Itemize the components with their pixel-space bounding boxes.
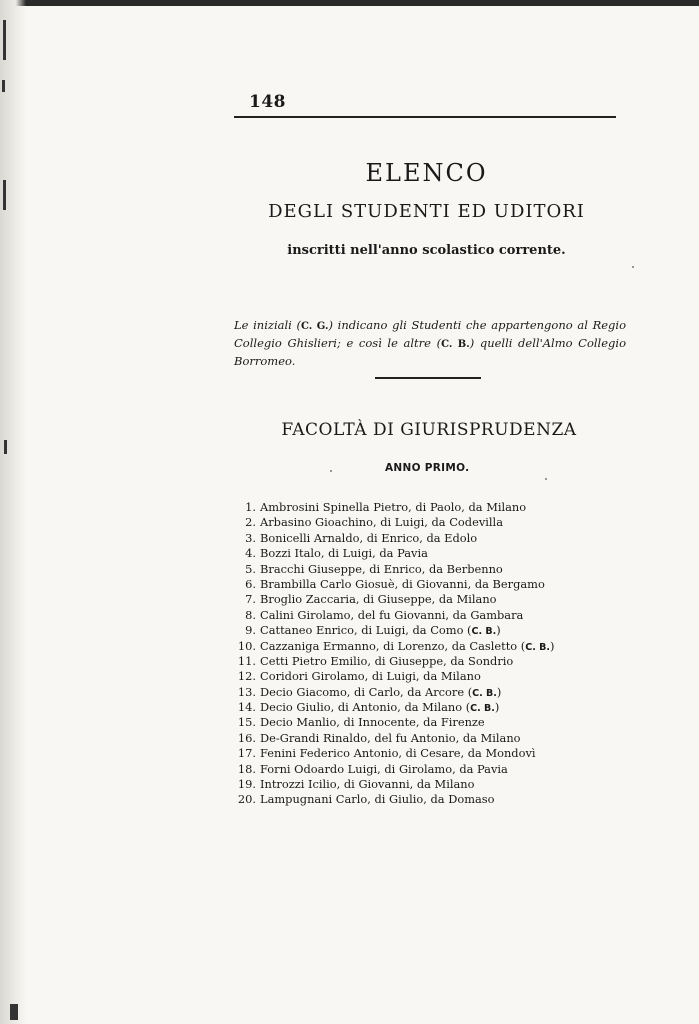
entry-text: Cattaneo Enrico, di Luigi, da Como (: [260, 623, 472, 638]
speck: [632, 266, 634, 268]
entry-close: ): [549, 638, 555, 653]
entry-number: 19.: [237, 777, 256, 792]
entry-text: Cazzaniga Ermanno, di Lorenzo, da Casletto (: [260, 638, 526, 653]
entry-text: De-Grandi Rinaldo, del fu Antonio, da Milano: [260, 730, 521, 745]
student-entry: [234, 515, 634, 530]
college-abbrev: C. B.: [470, 703, 495, 715]
entry-close: ): [496, 684, 502, 699]
speck: [545, 478, 547, 480]
note-text: Le iniziali (: [234, 318, 302, 332]
section-divider: [375, 377, 481, 379]
college-abbrev: C. B.: [471, 626, 497, 638]
entry-number: 11.: [237, 653, 256, 668]
page-number: 148: [249, 92, 286, 112]
entry-text: Fenini Federico Antonio, di Cesare, da Mondovì: [260, 746, 536, 761]
entry-number: 13.: [237, 684, 256, 699]
college-abbrev: C. B.: [472, 687, 497, 699]
student-entry: [234, 546, 634, 561]
student-entry: [234, 792, 634, 807]
page-subtitle: DEGLI STUDENTI ED UDITORI: [268, 201, 585, 222]
entry-number: 1.: [245, 500, 256, 514]
entry-number: 10.: [237, 638, 256, 653]
student-entry: [234, 700, 634, 715]
entry-text: Broglio Zaccaria, di Giuseppe, da Milano: [260, 592, 497, 607]
student-list: [234, 500, 634, 808]
student-entry: [234, 669, 634, 684]
binding-shadow: [0, 0, 26, 1024]
binding-mark: [10, 1004, 18, 1020]
student-entry: [234, 731, 634, 746]
entry-text: Bracchi Giuseppe, di Enrico, da Berbenno: [260, 561, 503, 576]
header-rule: [234, 116, 616, 118]
student-entry: [234, 562, 634, 577]
entry-number: 2.: [245, 515, 256, 530]
student-entry: [234, 500, 634, 515]
entry-number: 7.: [245, 592, 256, 607]
binding-mark: [3, 20, 6, 60]
entry-text: Cetti Pietro Emilio, di Giuseppe, da Sondrio: [260, 653, 514, 668]
entry-number: 9.: [245, 623, 256, 638]
note-abbrev-cg: C. G.: [301, 321, 329, 332]
entry-number: 6.: [245, 576, 256, 591]
entry-number: 5.: [245, 561, 256, 576]
entry-text: Brambilla Carlo Giosuè, di Giovanni, da Bergamo: [260, 576, 545, 591]
speck: [330, 470, 332, 472]
entry-text: Introzzi Icilio, di Giovanni, da Milano: [260, 777, 475, 792]
student-entry: [234, 777, 634, 792]
entry-text: Bonicelli Arnaldo, di Enrico, da Edolo: [260, 530, 478, 545]
entry-text: Lampugnani Carlo, di Giulio, da Domaso: [260, 792, 495, 807]
student-entry: [234, 654, 634, 669]
student-entry: [234, 608, 634, 623]
entry-number: 8.: [245, 607, 256, 622]
entry-text: Decio Manlio, di Innocente, da Firenze: [260, 715, 485, 730]
student-entry: [234, 577, 634, 592]
entry-text: Coridori Girolamo, di Luigi, da Milano: [260, 669, 481, 684]
student-entry: [234, 531, 634, 546]
entry-text: Decio Giacomo, di Carlo, da Arcore (: [260, 684, 473, 699]
student-entry: [234, 623, 634, 638]
entry-text: Bozzi Italo, di Luigi, da Pavia: [260, 546, 428, 561]
note-abbrev-cb: C. B.: [441, 339, 470, 350]
page-title: ELENCO: [365, 159, 488, 187]
entry-number: 14.: [237, 700, 256, 715]
entry-text: Ambrosini Spinella Pietro, di Paolo, da Milano: [260, 500, 527, 514]
binding-mark: [4, 440, 7, 454]
student-entry: [234, 762, 634, 777]
student-entry: [234, 715, 634, 730]
binding-mark: [2, 80, 5, 92]
scan-edge: [0, 0, 699, 6]
section-title: FACOLTÀ DI GIURISPRUDENZA: [281, 420, 577, 440]
page-subtitle-secondary: inscritti nell'anno scolastico corrente.: [287, 243, 566, 258]
entry-text: Forni Odoardo Luigi, di Girolamo, da Pavia: [260, 761, 508, 776]
entry-number: 15.: [237, 715, 256, 730]
entry-close: ): [496, 623, 501, 638]
student-entry: [234, 639, 634, 654]
entry-number: 17.: [237, 746, 256, 761]
college-abbrev: C. B.: [525, 641, 550, 653]
entry-number: 3.: [245, 530, 256, 545]
explanatory-note: [234, 317, 626, 369]
entry-number: 16.: [237, 730, 256, 745]
note-text: ) quelli dell'Almo Collegio Borromeo.: [234, 336, 627, 368]
entry-text: Arbasino Gioachino, di Luigi, da Codevilla: [260, 515, 503, 530]
binding-mark: [3, 180, 6, 210]
entry-text: Calini Girolamo, del fu Giovanni, da Gambara: [260, 607, 524, 622]
entry-close: ): [494, 700, 500, 715]
entry-text: Decio Giulio, di Antonio, da Milano (: [260, 700, 471, 715]
entry-number: 20.: [237, 792, 256, 807]
note-text: ) indicano gli Studenti che appartengono al Regio Collegio Ghislieri; e così le altre (: [234, 318, 626, 350]
student-entry: [234, 746, 634, 761]
entry-number: 12.: [237, 669, 256, 684]
entry-number: 18.: [237, 761, 256, 776]
year-label: ANNO PRIMO.: [385, 462, 470, 474]
student-entry: [234, 592, 634, 607]
entry-number: 4.: [245, 546, 256, 561]
student-entry: [234, 685, 634, 700]
